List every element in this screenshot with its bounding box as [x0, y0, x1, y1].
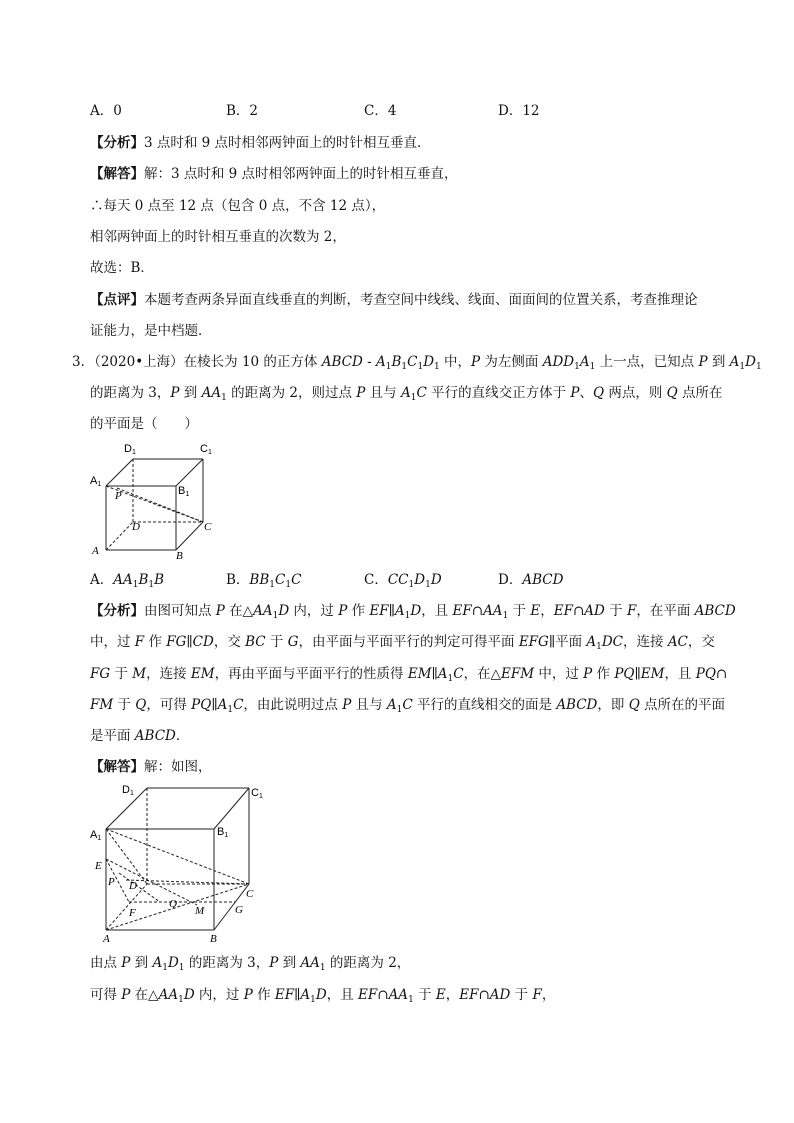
q2-analysis: [90, 133, 431, 153]
option-c: C．4: [364, 103, 397, 119]
analysis-text: 3 点时和 9 点时相邻两钟面上的时针相互垂直．: [144, 135, 431, 151]
answer-line-3: 相邻两钟面上的时针相互垂直的次数为 2，: [90, 229, 346, 245]
question-source: （2020•上海）: [94, 354, 184, 370]
q3-stem-line-1: 3．（2020•上海）在棱长为 10 的正方体 ABCD - $A_1B_1C_1D_1$ 中，P 为左侧面 $ADD_1A_1$ 上一点，已知点 P 到 $A_1D_1$: [72, 354, 762, 372]
comment-line-2: 证能力，是中档题．: [90, 323, 212, 339]
analysis-tag: 【分析】: [90, 135, 144, 151]
label-b1: B1: [178, 485, 190, 498]
q3-analysis-line-4: FM 于 Q，可得 $PQ\parallel A_1C$，由此说明过点 P 且与 $A_1C$ 平行的直线相交的面是 ABCD，即 Q 点所在的平面: [90, 697, 726, 715]
label-e: E: [95, 860, 102, 872]
q3-option-c: C．$CC_1D_1D$: [364, 572, 442, 590]
label-q: Q: [169, 898, 177, 910]
q3-analysis-line-1: 【分析】由图可知点 P 在$\triangle AA_1D$ 内，过 P 作 $EF\parallel A_1D$，且 $EF\cap AA_1$ 于 E，EF∩AD 于 F，在平面 ABCD: [90, 603, 736, 621]
label-c: C: [204, 521, 212, 533]
answer-intro: 解：: [144, 166, 171, 182]
option-b: B．2: [226, 103, 259, 119]
comment-line-1: 本题考查两条异面直线垂直的判断，考查空间中线线、线面、面面间的位置关系，考查推理论: [144, 292, 698, 308]
answer-line-4: 故选：B．: [90, 260, 154, 276]
label-c: C: [246, 888, 254, 900]
label-d1: D1: [124, 443, 136, 456]
label-a1: A1: [90, 475, 102, 488]
q3-analysis-line-3: FG 于 M，连接 EM，再由平面与平面平行的性质得 $EM\parallel A_1C$，在△EFM 中，过 P 作 PQ∥EM，且 PQ∩: [90, 666, 728, 684]
q3-option-a: A．$AA_1B_1B$: [90, 572, 165, 590]
answer-tag: 【解答】: [90, 166, 144, 182]
label-b1: B1: [217, 826, 229, 839]
q3-analysis-line-2: 中，过 F 作 FG∥CD，交 BC 于 G，由平面与平面平行的判定可得平面 EFG∥平面 $A_1DC$，连接 AC，交: [90, 634, 715, 652]
label-c1: C1: [200, 443, 212, 456]
option-a: A．0: [90, 103, 122, 119]
q3-answer-line-1: 由点 P 到 $A_1D_1$ 的距离为 3，P 到 $AA_1$ 的距离为 2，: [90, 955, 411, 973]
q3-stem-line-2: 的距离为 3，P 到 $AA_1$ 的距离为 2，则过点 P 且与 $A_1C$ 平行的直线交正方体于 P、Q 两点，则 Q 点所在: [90, 385, 723, 403]
label-d: D: [129, 880, 137, 892]
q3-analysis-line-5: 是平面 ABCD．: [90, 728, 190, 744]
answer-line-2: ∴每天 0 点至 12 点（包含 0 点，不含 12 点），: [90, 198, 386, 214]
label-a1: A1: [90, 829, 102, 842]
label-b: B: [210, 933, 217, 945]
comment-tag: 【点评】: [90, 292, 144, 308]
option-d: D．12: [498, 103, 540, 119]
q3-option-b: B．$BB_1C_1C$: [226, 572, 302, 590]
label-d: D: [132, 521, 140, 533]
label-c1: C1: [251, 787, 263, 800]
q2-comment: [90, 290, 698, 310]
q3-answer-intro: 【解答】解：如图，: [90, 759, 212, 775]
label-a: A: [92, 545, 99, 557]
label-g: G: [235, 904, 243, 916]
analysis-tag: 【分析】: [90, 603, 144, 619]
q3-option-d: D．ABCD: [498, 572, 564, 588]
label-b: B: [176, 550, 183, 562]
answer-line-1: 3 点时和 9 点时相邻两钟面上的时针相互垂直，: [171, 166, 458, 182]
label-p: P: [115, 490, 122, 502]
q3-stem-line-3: 的平面是（ ）: [90, 416, 198, 432]
label-p: P: [108, 876, 115, 888]
label-m: M: [195, 905, 205, 917]
cube-figure-1: [86, 438, 226, 563]
cube-figure-2: [86, 776, 276, 948]
label-d1: D1: [122, 784, 134, 797]
q2-answer: [90, 164, 458, 184]
label-f: F: [129, 907, 136, 919]
answer-tag: 【解答】: [90, 759, 144, 775]
question-number: 3．: [72, 354, 95, 370]
q3-answer-line-2: 可得 P 在$\triangle AA_1D$ 内，过 P 作 $EF\parallel A_1D$，且 $EF\cap AA_1$ 于 E，EF∩AD 于 F，: [90, 987, 556, 1005]
label-a: A: [103, 933, 110, 945]
